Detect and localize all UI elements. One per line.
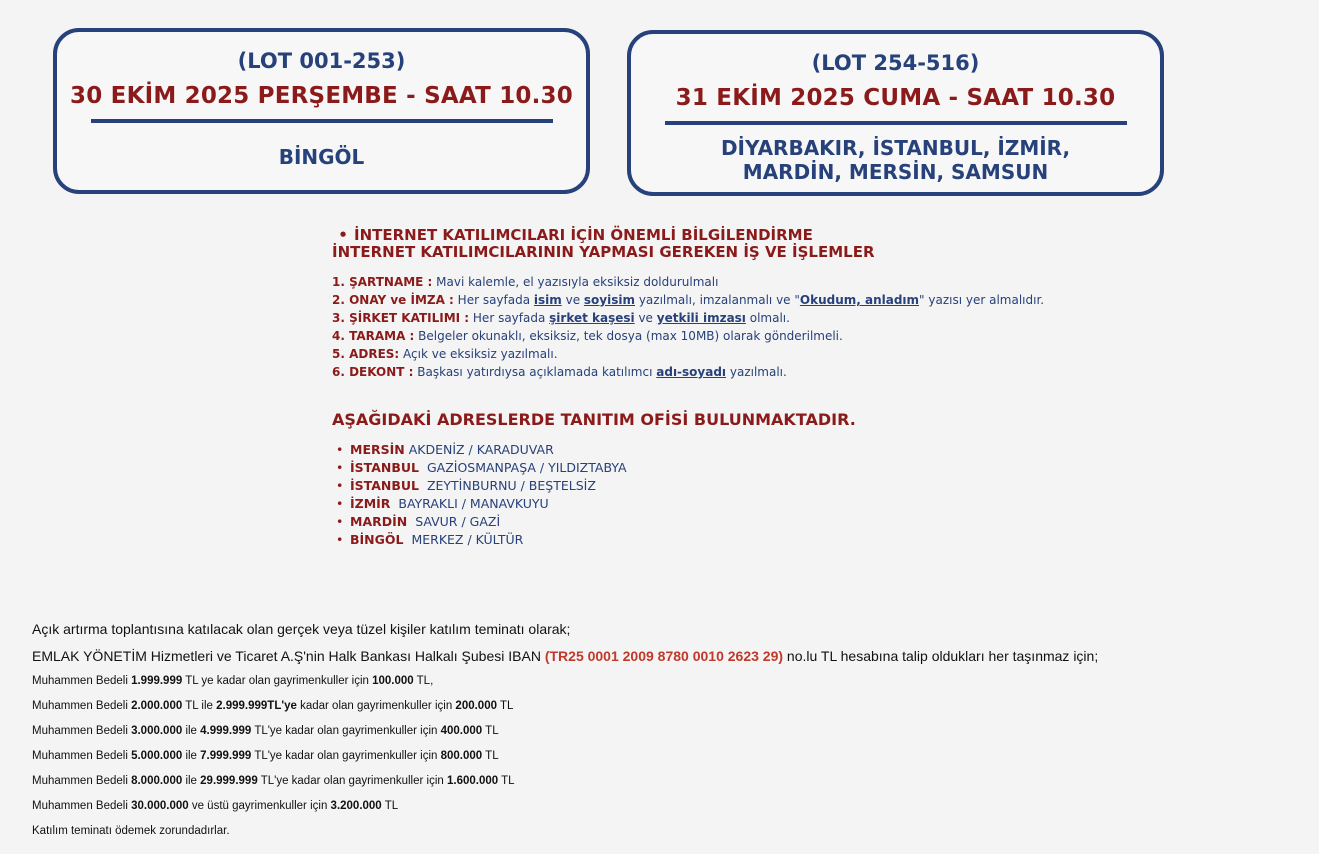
row-text: kadar olan gayrimenkuller için (296, 700, 456, 712)
row-text: TL ile (182, 700, 217, 712)
office-city: İZMİR (350, 496, 391, 511)
row-amount: 100.000 (372, 675, 414, 687)
row-amount: 3.200.000 (330, 800, 382, 812)
row-amount: 200.000 (455, 700, 497, 712)
step-6 (332, 363, 1092, 381)
divider (665, 121, 1127, 125)
step-text: Başkası yatırdıysa açıklamada katılımcı (413, 365, 657, 379)
auction-date: 30 EKİM 2025 PERŞEMBE - SAAT 10.30 (70, 83, 573, 109)
row-text: Muhammen Bedeli (32, 725, 132, 737)
step-emphasis: yetkili imzası (656, 311, 746, 325)
row-text: Muhammen Bedeli (32, 800, 132, 812)
office-item (336, 495, 1092, 513)
office-city: MARDİN (350, 514, 408, 529)
lot-cities (631, 136, 1160, 184)
row-text: TL, (413, 675, 434, 687)
guarantee-section (32, 620, 1302, 849)
info-heading-2: İNTERNET KATILIMCILARININ YAPMASI GEREKEN İŞ VE İŞLEMLER (332, 243, 875, 261)
lot-range: (LOT 001-253) (237, 49, 406, 73)
step-2 (332, 291, 1092, 309)
office-city: İSTANBUL (350, 460, 419, 475)
office-city: MERSİN (350, 442, 405, 457)
row-text: TL (497, 700, 514, 712)
row-text: ile (182, 775, 201, 787)
bullet-icon: • (336, 442, 344, 457)
office-address: MERKEZ / KÜLTÜR (411, 532, 524, 547)
cities-line-1: DİYARBAKIR, İSTANBUL, İZMİR, (720, 136, 1071, 160)
step-key: 1. ŞARTNAME : (332, 275, 433, 289)
step-key: 4. TARAMA : (332, 329, 415, 343)
step-text: ve (634, 311, 657, 325)
step-key: 2. ONAY ve İMZA : (332, 293, 454, 307)
cities-line-2: MARDİN, MERSİN, SAMSUN (742, 160, 1049, 184)
step-key: 6. DEKONT : (332, 365, 414, 379)
lot-box-2 (627, 30, 1164, 196)
row-text: TL (498, 775, 515, 787)
bullet-icon: • (336, 532, 344, 547)
step-key: 3. ŞİRKET KATILIMI : (332, 311, 470, 325)
step-text: Her sayfada (453, 293, 534, 307)
iban-prefix: EMLAK YÖNETİM Hizmetleri ve Ticaret A.Ş'nin Halk Bankası Halkalı Şubesi IBAN (32, 648, 545, 664)
cities-line-1: BİNGÖL (278, 145, 365, 169)
guarantee-row (32, 774, 1302, 788)
step-text: yazılmalı, imzalanmalı ve " (635, 293, 800, 307)
row-text: TL (482, 725, 499, 737)
guarantee-row (32, 699, 1302, 713)
row-amount: 2.000.000 (131, 700, 183, 712)
row-text: TL'ye kadar olan gayrimenkuller için (257, 775, 447, 787)
office-item (336, 459, 1092, 477)
office-address: BAYRAKLI / MANAVKUYU (398, 496, 549, 511)
info-heading-1-text: İNTERNET KATILIMCILARI İÇİN ÖNEMLİ BİLGİLENDİRME (354, 226, 813, 244)
row-amount: 30.000.000 (131, 800, 189, 812)
office-item (336, 477, 1092, 495)
office-address: AKDENİZ / KARADUVAR (408, 442, 554, 457)
guarantee-row (32, 674, 1302, 688)
bullet-icon: • (336, 496, 344, 511)
step-emphasis: isim (533, 293, 562, 307)
row-text: Muhammen Bedeli (32, 700, 132, 712)
row-amount: 8.000.000 (131, 775, 183, 787)
guarantee-row (32, 749, 1302, 763)
row-text: TL'ye kadar olan gayrimenkuller için (251, 725, 441, 737)
lot-range: (LOT 254-516) (811, 51, 980, 75)
guarantee-row (32, 799, 1302, 813)
office-city: BİNGÖL (350, 532, 404, 547)
step-text: ve (561, 293, 584, 307)
row-amount: 3.000.000 (131, 725, 183, 737)
step-text: " yazısı yer almalıdır. (919, 293, 1045, 307)
guarantee-closing: Katılım teminatı ödemek zorundadırlar. (32, 825, 230, 837)
step-5 (332, 345, 1092, 363)
bullet-icon: • (338, 226, 348, 244)
guarantee-intro: Açık artırma toplantısına katılacak olan gerçek veya tüzel kişiler katılım teminatı olarak; (32, 621, 571, 637)
offices-title: AŞAĞIDAKİ ADRESLERDE TANITIM OFİSİ BULUNMAKTADIR. (332, 410, 856, 429)
step-text: Her sayfada (469, 311, 550, 325)
step-1 (332, 273, 1092, 291)
office-city: İSTANBUL (350, 478, 419, 493)
iban-suffix: no.lu TL hesabına talip oldukları her taşınmaz için; (783, 648, 1099, 664)
office-address: GAZİOSMANPAŞA / YILDIZTABYA (426, 460, 627, 475)
info-heading-1 (332, 227, 1092, 244)
row-amount: 29.999.999 (200, 775, 258, 787)
step-text: Açık ve eksiksiz yazılmalı. (399, 347, 558, 361)
step-emphasis: soyisim (583, 293, 635, 307)
step-emphasis: Okudum, anladım (799, 293, 920, 307)
row-amount: 400.000 (440, 725, 483, 737)
guarantee-iban-line (32, 647, 1302, 665)
offices-section (332, 410, 1092, 549)
guarantee-row (32, 724, 1302, 738)
step-emphasis: şirket kaşesi (549, 311, 635, 325)
row-text: TL'ye kadar olan gayrimenkuller için (251, 750, 441, 762)
auction-date: 31 EKİM 2025 CUMA - SAAT 10.30 (675, 85, 1116, 111)
row-amount: 4.999.999 (200, 725, 252, 737)
row-text: TL (482, 750, 499, 762)
step-4 (332, 327, 1092, 345)
row-text: TL (381, 800, 399, 812)
bullet-icon: • (336, 478, 344, 493)
row-text: ile (182, 750, 201, 762)
internet-info-section (332, 227, 1092, 381)
bullet-icon: • (336, 514, 344, 529)
row-text: ile (182, 725, 201, 737)
row-text: TL ye kadar olan gayrimenkuller için (182, 675, 373, 687)
office-item (336, 441, 1092, 459)
step-key: 5. ADRES: (332, 347, 400, 361)
row-amount: 1.999.999 (131, 675, 183, 687)
row-text: Muhammen Bedeli (32, 675, 132, 687)
iban-number: (TR25 0001 2009 8780 0010 2623 29) (544, 648, 784, 664)
step-text: Belgeler okunaklı, eksiksiz, tek dosya (max 10MB) olarak gönderilmeli. (414, 329, 843, 343)
step-text: Mavi kalemle, el yazısıyla eksiksiz doldurulmalı (432, 275, 719, 289)
step-text: olmalı. (745, 311, 790, 325)
row-amount: 7.999.999 (200, 750, 252, 762)
row-text: Muhammen Bedeli (32, 775, 132, 787)
bullet-icon: • (336, 460, 344, 475)
step-emphasis: adı-soyadı (656, 365, 727, 379)
office-item (336, 531, 1092, 549)
row-amount: 5.000.000 (131, 750, 183, 762)
row-amount: 800.000 (440, 750, 483, 762)
office-item (336, 513, 1092, 531)
lot-cities (57, 145, 586, 169)
offices-list (332, 441, 1092, 549)
office-address: SAVUR / GAZİ (415, 514, 501, 529)
steps-list (332, 273, 1092, 381)
lot-box-1 (53, 28, 590, 194)
row-text: Muhammen Bedeli (32, 750, 132, 762)
step-text: yazılmalı. (726, 365, 787, 379)
office-address: ZEYTİNBURNU / BEŞTELSİZ (426, 478, 596, 493)
row-amount: 1.600.000 (447, 775, 499, 787)
step-3 (332, 309, 1092, 327)
divider (91, 119, 553, 123)
row-amount: 2.999.999TL'ye (216, 700, 297, 712)
row-text: ve üstü gayrimenkuller için (188, 800, 331, 812)
